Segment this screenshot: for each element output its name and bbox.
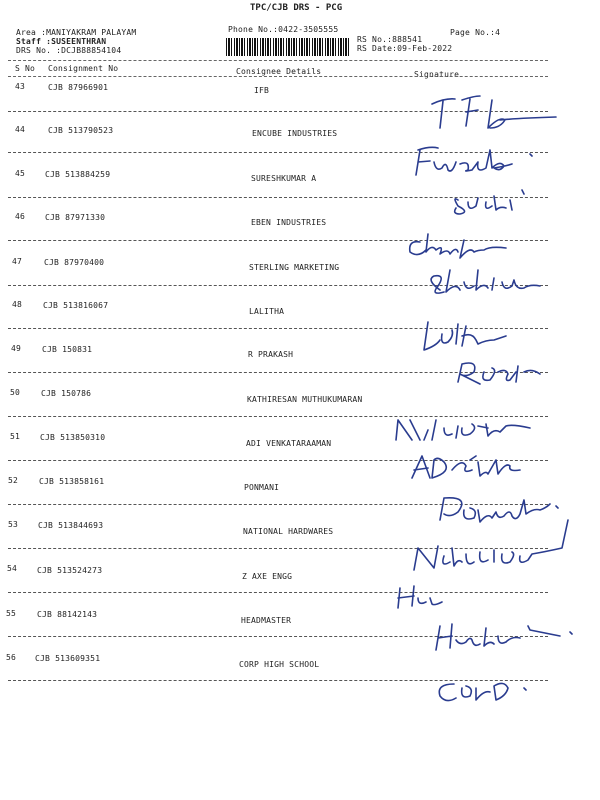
row-divider (8, 416, 548, 417)
row-divider (8, 636, 548, 637)
row-divider (8, 680, 548, 681)
row-sno: 50 (10, 388, 21, 397)
row-sno: 51 (10, 432, 21, 441)
barcode (226, 38, 351, 56)
row-sno: 45 (15, 169, 26, 178)
row-sno: 56 (6, 653, 17, 662)
row-divider (8, 197, 548, 198)
row-consignment: CJB 150831 (42, 345, 93, 354)
row-sno: 55 (6, 609, 17, 618)
page-number: Page No.:4 (450, 28, 501, 37)
handwritten-signature (431, 270, 540, 293)
row-consignment: CJB 513609351 (35, 654, 101, 663)
row-consignee: HEADMASTER (241, 616, 292, 625)
row-consignment: CJB 513790523 (48, 126, 114, 135)
col-signature: Signature (414, 70, 460, 79)
rs-date: RS Date:09-Feb-2022 (357, 44, 453, 53)
row-sno: 53 (8, 520, 19, 529)
row-consignee: R PRAKASH (248, 350, 294, 359)
staff-label: Staff :SUSEENTHRAN (16, 37, 107, 46)
row-consignee: LALITHA (249, 307, 285, 316)
row-divider (8, 460, 548, 461)
row-sno: 43 (15, 82, 26, 91)
row-sno: 44 (15, 125, 26, 134)
rs-number: RS No.:888541 (357, 35, 423, 44)
row-consignee: SURESHKUMAR A (251, 174, 317, 183)
handwritten-signature (432, 96, 556, 128)
row-consignment: CJB 513850310 (40, 433, 106, 442)
row-divider (8, 111, 548, 112)
drs-number: DRS No. :DCJB88854104 (16, 46, 122, 55)
row-sno: 46 (15, 212, 26, 221)
row-divider (8, 328, 548, 329)
row-sno: 49 (11, 344, 22, 353)
row-divider (8, 285, 548, 286)
row-sno: 48 (12, 300, 23, 309)
row-consignee: EBEN INDUSTRIES (251, 218, 327, 227)
row-consignee: ENCUBE INDUSTRIES (252, 129, 338, 138)
row-divider (8, 548, 548, 549)
row-consignee: CORP HIGH SCHOOL (239, 660, 320, 669)
row-consignee: Z AXE ENGG (242, 572, 293, 581)
handwritten-signature (436, 624, 572, 650)
row-consignment: CJB 513524273 (37, 566, 103, 575)
row-divider (8, 240, 548, 241)
row-divider (8, 372, 548, 373)
handwritten-signature (398, 586, 442, 608)
row-consignment: CJB 513816067 (43, 301, 109, 310)
row-sno: 52 (8, 476, 19, 485)
row-consignment: CJB 513844693 (38, 521, 104, 530)
row-consignee: STERLING MARKETING (249, 263, 340, 272)
handwritten-signature (455, 190, 524, 214)
col-consignee: Consignee Details (236, 67, 322, 76)
handwritten-signature (396, 420, 530, 440)
handwritten-signature (439, 683, 526, 700)
handwritten-signature (424, 322, 506, 350)
row-consignee: ADI VENKATARAAMAN (246, 439, 332, 448)
handwritten-signature (440, 498, 558, 522)
col-consignment: Consignment No (48, 64, 119, 73)
area-label: Area :MANIYAKRAM PALAYAM (16, 28, 137, 37)
row-consignment: CJB 87966901 (48, 83, 109, 92)
row-consignee: PONMANI (244, 483, 280, 492)
row-sno: 47 (12, 257, 23, 266)
row-consignment: CJB 88142143 (37, 610, 98, 619)
row-consignee: KATHIRESAN MUTHUKUMARAN (247, 395, 363, 404)
row-consignment: CJB 513884259 (45, 170, 111, 179)
header-divider (8, 60, 548, 61)
handwritten-signature (458, 363, 540, 384)
document-title: TPC/CJB DRS - PCG (250, 3, 343, 13)
row-consignment: CJB 87971330 (45, 213, 106, 222)
handwritten-signature (410, 234, 506, 258)
column-header-divider (8, 76, 548, 77)
row-consignment: CJB 150786 (41, 389, 92, 398)
row-divider (8, 504, 548, 505)
row-consignment: CJB 87970400 (44, 258, 105, 267)
row-consignment: CJB 513858161 (39, 477, 105, 486)
col-sno: S No (15, 64, 36, 73)
handwritten-signature (414, 520, 568, 570)
row-divider (8, 152, 548, 153)
row-consignee: IFB (254, 86, 270, 95)
phone-number: Phone No.:0422-3505555 (228, 25, 339, 34)
row-consignee: NATIONAL HARDWARES (243, 527, 334, 536)
row-sno: 54 (7, 564, 18, 573)
row-divider (8, 592, 548, 593)
